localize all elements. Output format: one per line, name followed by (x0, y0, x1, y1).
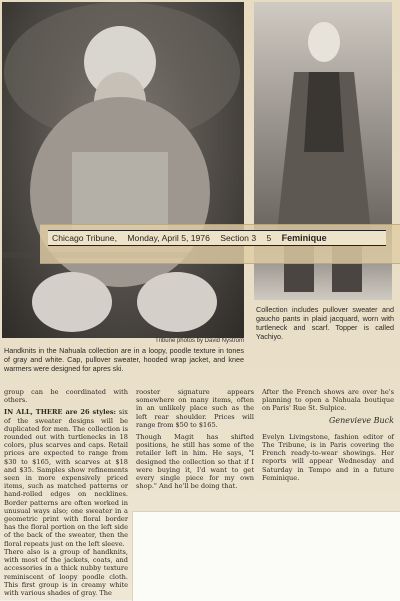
article-column-3 (262, 388, 394, 486)
masthead (48, 230, 386, 246)
article-column-1 (4, 388, 128, 552)
paragraph: group can be coordinated with others. (4, 388, 128, 405)
caption-right: Collection includes pullover sweater and gaucho pants in plaid jacquard, worn with turtleneck and scarf. Topper is called Yachiyo. (256, 305, 394, 341)
section-number: Section 3 (220, 233, 257, 243)
article-column-1-continued: There also is a group of handknits, with most of the jackets, coats, and accessories in a thick nubby texture reminiscent of loopy poodle cloth. This first group is in creamy white with various shades of gray. The (4, 548, 128, 598)
paragraph: Evelyn Livingstone, fashion editor of The Tribune, is in Paris covering the French ready-to-wear showings. Her reports will appear Wednesday and Saturday in Tempo and in a future Feminique. (262, 432, 394, 482)
paragraph (4, 408, 128, 547)
photo-knit-collection-left (2, 2, 244, 338)
paper-name: Chicago Tribune, (52, 233, 117, 243)
paragraph: Though Magit has shifted positions, he still has some of the retailer left in him. He says, "I designed the collection so that if I were buying it, I'd want to get every single piece for my own shop." And he'll be doing that. (136, 433, 254, 491)
lead-in: IN ALL, THERE are 26 styles: (4, 408, 116, 417)
caption-left: Handknits in the Nahuala collection are in a loopy, poodle texture in tones of gray and white. Cap, pullover sweater, hooded wrap jacket, and knee warmers were designed for apres ski. (4, 346, 244, 373)
paragraph: After the French shows are over he's planning to open a Nahuala boutique on Paris' Rue St. Sulpice. (262, 388, 394, 413)
paragraph: rooster signature appears somewhere on many items, often in an unlikely place such as the left rear shoulder. Prices will range from $50 to $165. (136, 388, 254, 429)
knitwear-model-illustration (2, 2, 244, 338)
page-number: 5 (266, 233, 272, 243)
photo-credit: Tribune photos by David Nystrom (155, 338, 244, 344)
byline: Genevieve Buck (329, 415, 394, 425)
section-name: Feminique (281, 233, 327, 243)
issue-date: Monday, April 5, 1976 (127, 233, 210, 243)
blank-paper-background (132, 511, 400, 601)
paragraph-body: six of the sweater designs will be duplicated for men. The collection is rounded out with turtlenecks in 18 colors, plus scarves and caps. Retail prices are expected to range from $30 to $165, with scarves at $18 and $35. Samples show refinements seen in more expensively priced items, such as matched patterns or hand-rolled edges on necklines. Border patterns are often worked in unusual ways also; one sweater in a geometric print with floral border has the floral portion on the left side of the back of the sweater, then the floral repeats just on the left sleeve. (4, 408, 128, 548)
article-column-2 (136, 388, 254, 494)
